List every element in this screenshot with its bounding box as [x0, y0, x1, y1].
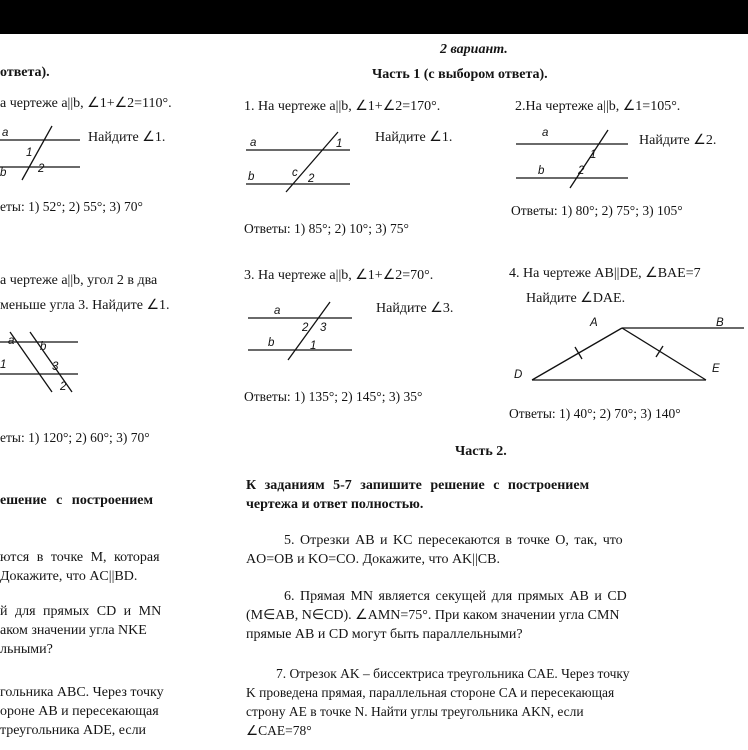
right-q1-line: 1. На чертеже a||b, ∠1+∠2=170°.: [244, 99, 441, 114]
label-1: 1: [336, 138, 343, 150]
right-q4-find: Найдите ∠DAE.: [526, 291, 626, 306]
label-3: 3: [320, 322, 327, 334]
right-q3-find: Найдите ∠3.: [376, 301, 454, 316]
label-2: 2: [578, 165, 585, 177]
right-q2-figure: [516, 122, 636, 192]
left-q3-line1: а чертеже a||b, угол 2 в два: [0, 273, 158, 288]
label-a: a: [250, 137, 257, 149]
label-b: b: [0, 167, 7, 179]
left-q6-line3: льными?: [0, 642, 53, 657]
left-q6: [0, 602, 161, 659]
part2-title: Часть 2.: [455, 444, 507, 459]
part2-intro-line1: К заданиям 5-7 запишите решение с построением: [246, 478, 590, 493]
part1-right-header: Часть 1 (с выбором ответа).: [372, 67, 548, 82]
label-c: c: [292, 167, 298, 179]
label-1: 1: [0, 359, 7, 371]
left-q7: [0, 683, 164, 740]
label-2: 2: [60, 381, 67, 393]
label-D: D: [514, 369, 523, 381]
right-q3-figure: [248, 296, 358, 366]
transversal: [570, 130, 608, 188]
left-q5-line2: Докажите, что AC||BD.: [0, 569, 138, 584]
right-q5: [246, 531, 623, 569]
right-q1-find: Найдите ∠1.: [375, 130, 453, 145]
right-q6-line1: 6. Прямая MN является секущей для прямых AB и CD: [284, 589, 627, 604]
left-q1-figure: [0, 118, 90, 188]
right-q7-line1: 7. Отрезок AK – биссектриса треугольника CAE. Через точку: [276, 666, 630, 681]
right-q4-line: 4. На чертеже AB||DE, ∠BAE=7: [509, 266, 701, 281]
segment-ad: [532, 328, 622, 380]
right-q2-find: Найдите ∠2.: [639, 133, 717, 148]
right-q7-line3: строну AE в точке N. Найти углы треугольника AKN, если: [246, 704, 584, 719]
label-b: b: [538, 165, 545, 177]
left-q1-find: Найдите ∠1.: [88, 130, 166, 145]
tick-mark-ad: [575, 347, 582, 359]
label-1: 1: [590, 149, 597, 161]
label-a: a: [2, 127, 9, 139]
label-1: 1: [310, 340, 317, 352]
left-q3-figure: [0, 332, 90, 402]
right-q3-line: 3. На чертеже a||b, ∠1+∠2=70°.: [244, 268, 434, 283]
left-q5: [0, 548, 160, 586]
right-q4-figure: [512, 314, 748, 388]
label-a: a: [8, 335, 15, 347]
right-q6-line2: (M∈AB, N∈CD). ∠AMN=75°. При каком значении угла CMN: [246, 608, 620, 623]
right-q4-answers: Ответы: 1) 40°; 2) 70°; 3) 140°: [509, 406, 681, 421]
label-2: 2: [308, 173, 315, 185]
label-b: b: [248, 171, 255, 183]
label-2: 2: [302, 322, 309, 334]
label-a: a: [542, 127, 549, 139]
label-b: b: [268, 337, 275, 349]
left-q7-line1: гольника ABC. Через точку: [0, 685, 164, 700]
right-q5-line2: AO=OB и KO=CO. Докажите, что AK||CB.: [246, 552, 500, 567]
right-q5-line1: 5. Отрезки AB и KC пересекаются в точке O, так, что: [284, 533, 623, 548]
left-q3-line2: меньше угла 3. Найдите ∠1.: [0, 298, 170, 313]
left-q1-line: а чертеже a||b, ∠1+∠2=110°.: [0, 96, 172, 111]
left-q1-answers: еты: 1) 52°; 2) 55°; 3) 70°: [0, 199, 143, 214]
label-A: A: [590, 317, 598, 329]
left-q3-answers: еты: 1) 120°; 2) 60°; 3) 70°: [0, 430, 150, 445]
part2-intro-line2: чертежа и ответ полностью.: [246, 497, 424, 512]
label-2: 2: [38, 163, 45, 175]
left-part2-header: ешение с построением: [0, 493, 154, 508]
right-q2-answers: Ответы: 1) 80°; 2) 75°; 3) 105°: [511, 203, 683, 218]
label-E: E: [712, 363, 720, 375]
label-3: 3: [52, 361, 59, 373]
left-q7-line3: треугольника ADE, если: [0, 723, 147, 738]
left-q5-line1: ются в точке M, которая: [0, 550, 160, 565]
right-q3-answers: Ответы: 1) 135°; 2) 145°; 3) 35°: [244, 389, 423, 404]
top-black-bar: [0, 0, 748, 34]
right-q6-line3: прямые AB и CD могут быть параллельными?: [246, 627, 523, 642]
part1-left-header: ответа).: [0, 65, 50, 80]
right-q7-line4: ∠CAE=78°: [246, 723, 312, 738]
right-q7-line2: K проведена прямая, параллельная стороне CA и пересекающая: [246, 685, 615, 700]
label-a: a: [274, 305, 281, 317]
left-q6-line2: аком значении угла NKE: [0, 623, 147, 638]
label-B: B: [716, 317, 724, 329]
label-b: b: [40, 341, 47, 353]
variant-title: 2 вариант.: [440, 42, 508, 57]
left-q6-line1: й для прямых CD и MN: [0, 604, 162, 619]
tick-mark-ae: [656, 346, 663, 357]
right-q7: [246, 664, 630, 740]
left-q7-line2: ороне AB и пересекающая: [0, 704, 159, 719]
right-q1-answers: Ответы: 1) 85°; 2) 10°; 3) 75°: [244, 221, 409, 236]
right-q1-figure: [246, 126, 356, 196]
label-1: 1: [26, 147, 33, 159]
segment-ae: [622, 328, 706, 380]
right-q6: [246, 587, 627, 644]
right-q2-line: 2.На чертеже a||b, ∠1=105°.: [515, 99, 681, 114]
